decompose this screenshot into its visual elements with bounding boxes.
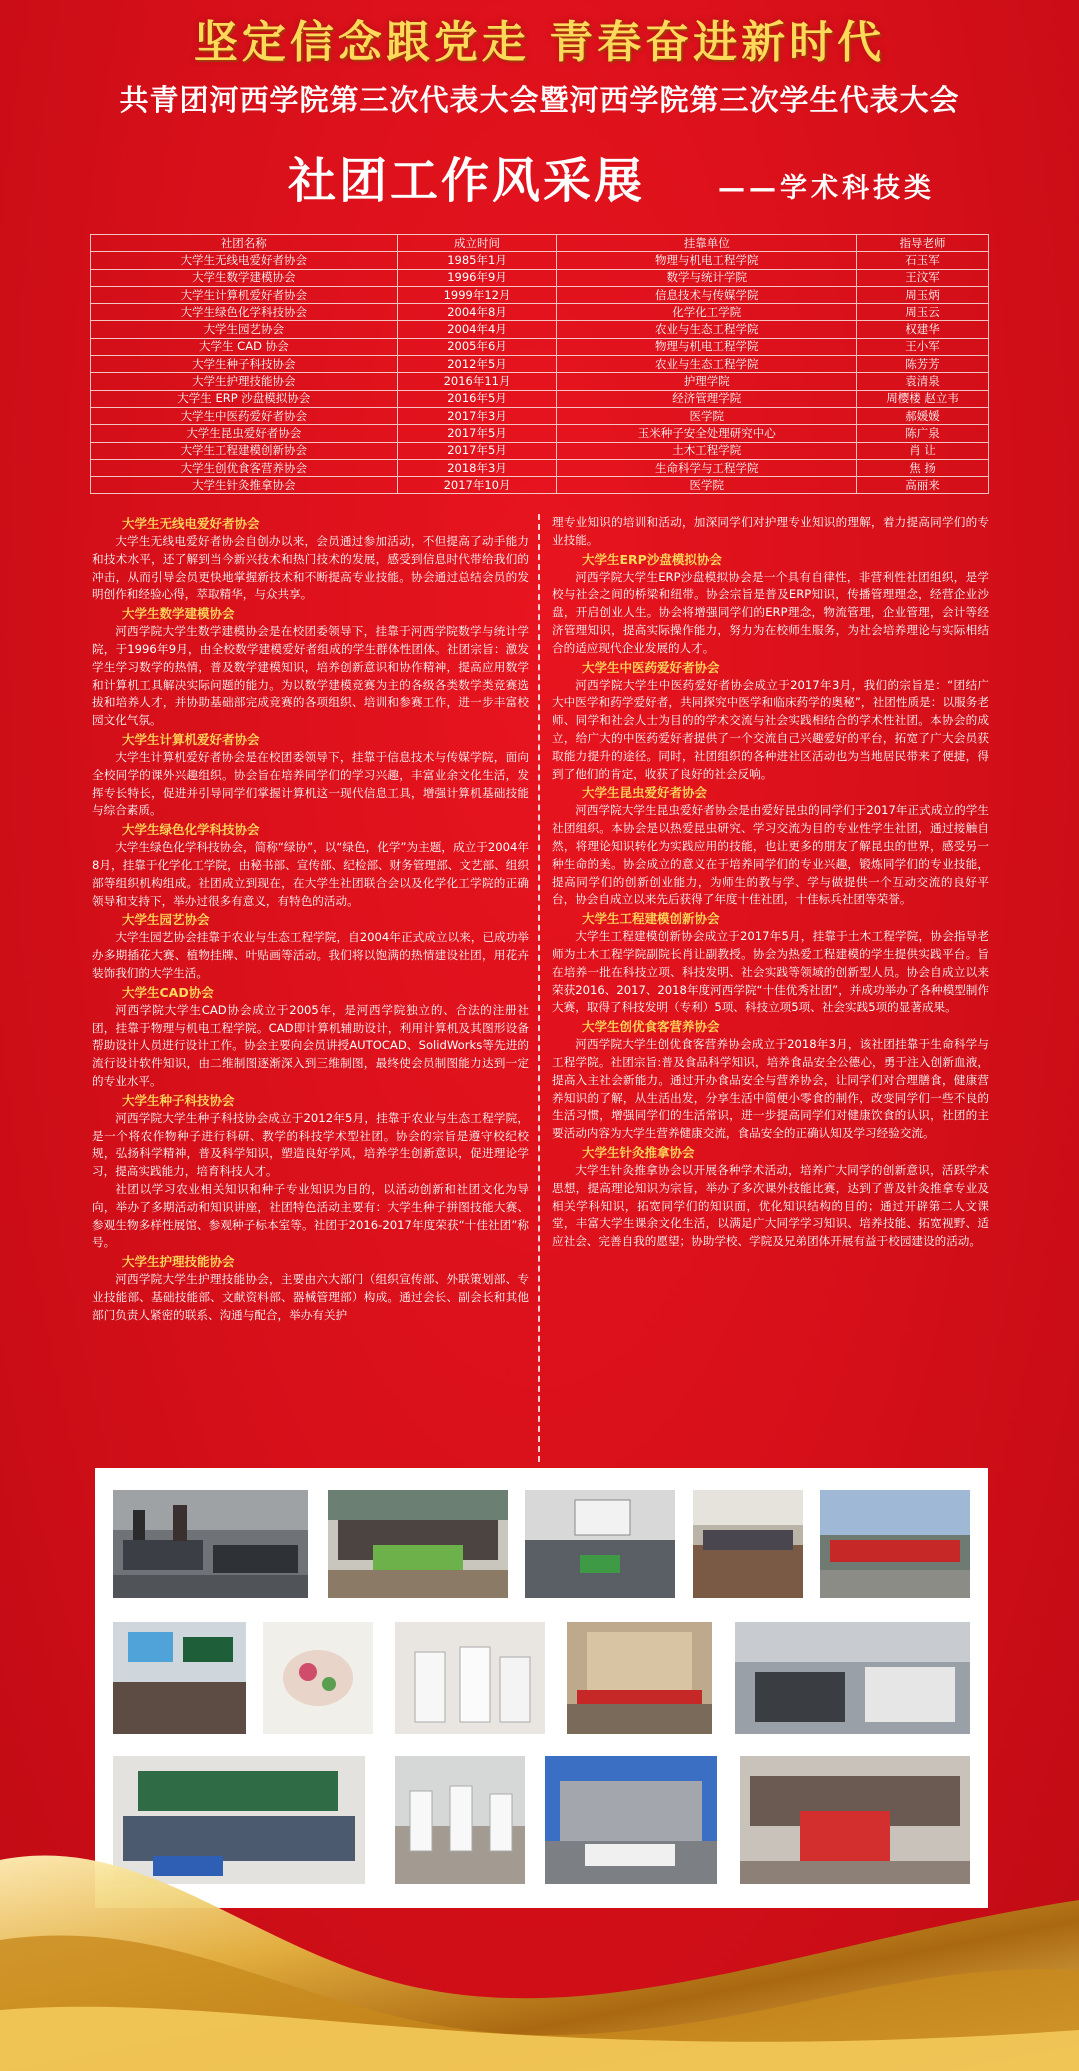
table-cell: 化学化工学院 — [557, 304, 857, 321]
section-paragraph: 社团以学习农业相关知识和种子专业知识为目的，以活动创新和社团文化为导向，举办了多期活动和知识讲座，社团特色活动主要有：大学生种子拼图技能大赛、参观生物多样性展馆、参观种子标本室等。社团于2016-2017年度荣获“十佳社团”称号。 — [92, 1181, 529, 1250]
table-cell: 大学生园艺协会 — [91, 321, 398, 338]
table-cell: 2016年5月 — [397, 390, 557, 407]
table-cell: 2012年5月 — [397, 356, 557, 373]
section-title: 大学生绿色化学科技协会 — [122, 822, 260, 838]
table-cell: 石玉军 — [857, 252, 989, 269]
gold-ribbon-decoration — [0, 1820, 1079, 2071]
table-cell: 农业与生态工程学院 — [557, 356, 857, 373]
table-row — [91, 356, 989, 373]
title-suffix: ——学术科技类 — [718, 173, 935, 204]
table-cell: 周玉云 — [857, 304, 989, 321]
table-cell: 郝媛媛 — [857, 407, 989, 424]
table-header-cell: 社团名称 — [91, 235, 398, 252]
section-title: 大学生昆虫爱好者协会 — [582, 785, 708, 801]
table-cell: 陈芳芳 — [857, 356, 989, 373]
table-cell: 2016年11月 — [397, 373, 557, 390]
table-cell: 医学院 — [557, 407, 857, 424]
column-divider — [538, 514, 540, 1462]
section-paragraph: 河西学院大学生护理技能协会，主要由六大部门（组织宣传部、外联策划部、专业技能部、基础技能部、文献资料部、器械管理部）构成。通过会长、副会长和其他部门负责人紧密的联系、沟通与配合，举办有关护 — [92, 1272, 529, 1322]
section-title: 大学生护理技能协会 — [122, 1254, 235, 1270]
section-paragraph: 河西学院大学生CAD协会成立于2005年，是河西学院独立的、合法的注册社团，挂靠于物理与机电工程学院。CAD即计算机辅助设计，利用计算机及其图形设备帮助设计人员进行设计工作。协会主要向会员讲授AUTOCAD、SolidWorks等先进的流行设计软件知识，由二维制图逐渐深入到三维制图，最终使会员制图能力达到一定的专业水平。 — [92, 1002, 529, 1088]
table-cell: 大学生种子科技协会 — [91, 356, 398, 373]
table-cell: 焦 扬 — [857, 459, 989, 476]
section-paragraph: 河西学院大学生数学建模协会是在校团委领导下，挂靠于河西学院数学与统计学院，于1996年9月，由全校数学建模爱好者组成的学生群体性团体。社团宗旨：激发学生学习数学的热情，普及数学建模知识，培养创新意识和协作精神，提高应用数学和计算机工具解决实际问题的能力。为以数学建模竞赛为主的各级各类数学类竞赛选拔和培养人才，并协助基础部完成竞赛的各项组织、培训和参赛工作，进一步丰富校园文化气氛。 — [92, 624, 529, 728]
table-cell: 2017年3月 — [397, 407, 557, 424]
section-title: 大学生数学建模协会 — [122, 606, 235, 622]
table-cell: 护理学院 — [557, 373, 857, 390]
section-paragraph: 大学生无线电爱好者协会自创办以来，会员通过参加活动，不但提高了动手能力和技术水平，还了解到当今新兴技术和热门技术的发展，感受到信息时代带给我们的冲击，从而引导会员更快地掌握新技术和不断提高专业技能。协会通过总结会员的发明创作和经验心得，萃取精华，与众共享。 — [92, 534, 529, 602]
table-cell: 2017年5月 — [397, 425, 557, 442]
table-cell: 大学生 CAD 协会 — [91, 338, 398, 355]
table-cell: 大学生数学建模协会 — [91, 269, 398, 286]
table-cell: 大学生昆虫爱好者协会 — [91, 425, 398, 442]
slogan: 坚定信念跟党走 青春奋进新时代 — [193, 17, 886, 68]
section-paragraph: 大学生园艺协会挂靠于农业与生态工程学院，自2004年正式成立以来，已成功举办多期插花大赛、植物挂牌、叶贴画等活动。我们将以饱满的热情建设社团，用花卉装饰我们的大学生活。 — [92, 930, 529, 980]
section-paragraph: 大学生绿色化学科技协会，简称“绿协”，以“绿色，化学”为主题，成立于2004年8月，挂靠于化学化工学院，由秘书部、宣传部、纪检部、财务管理部、文艺部、组织部等组织机构组成。社团成立到现在，在大学生社团联合会以及化学化工学院的正确领导和支持下，举办过很多有意义，有特色的活动。 — [92, 840, 529, 908]
section-paragraph: 河西学院大学生ERP沙盘模拟协会是一个具有自律性，非营利性社团组织，是学校与社会之间的桥梁和纽带。协会宗旨是普及ERP知识，传播管理理念，经营企业沙盘，开启创业人生。协会将增强同学们的ERP理念，物流管理，企业管理，会计等经济管理知识，提高实际操作能力，努力为在校师生服务，为社会培养理论与实际相结合的适应现代企业发展的人才。 — [552, 569, 989, 655]
table-cell: 2004年4月 — [397, 321, 557, 338]
table-cell: 大学生针灸推拿协会 — [91, 477, 398, 494]
table-cell: 土木工程学院 — [557, 442, 857, 459]
table-cell: 大学生无线电爱好者协会 — [91, 252, 398, 269]
section-paragraph: 大学生计算机爱好者协会是在校团委领导下，挂靠于信息技术与传媒学院，面向全校同学的课外兴趣组织。协会旨在培养同学们的学习兴趣，丰富业余文化生活，发挥专长特长，促进并引导同学们掌握计算机这一现代信息工具，增强计算机基础技能与综合素质。 — [92, 749, 529, 818]
table-cell: 信息技术与传媒学院 — [557, 286, 857, 303]
table-cell: 数学与统计学院 — [557, 269, 857, 286]
table-cell: 1996年9月 — [397, 269, 557, 286]
table-header-row — [91, 235, 989, 252]
table-row — [91, 390, 989, 407]
section-title: 大学生计算机爱好者协会 — [122, 731, 260, 747]
section-paragraph: 理专业知识的培训和活动，加深同学们对护理专业知识的理解，着力提高同学们的专业技能。 — [552, 515, 989, 547]
photo-building-group — [567, 1622, 712, 1734]
section-title: 大学生园艺协会 — [122, 912, 210, 928]
table-cell: 2018年3月 — [397, 459, 557, 476]
club-table — [90, 234, 989, 494]
table-row — [91, 304, 989, 321]
table-cell: 大学生 ERP 沙盘模拟协会 — [91, 390, 398, 407]
table-cell: 2017年5月 — [397, 442, 557, 459]
section-title: 大学生CAD协会 — [122, 984, 214, 1000]
table-row — [91, 321, 989, 338]
table-cell: 肖 让 — [857, 442, 989, 459]
table-header-cell: 成立时间 — [397, 235, 557, 252]
table-header-cell: 挂靠单位 — [557, 235, 857, 252]
table-cell: 经济管理学院 — [557, 390, 857, 407]
table-cell: 1985年1月 — [397, 252, 557, 269]
article-left-column — [92, 514, 529, 1324]
table-row — [91, 373, 989, 390]
table-cell: 1999年12月 — [397, 286, 557, 303]
table-cell: 医学院 — [557, 477, 857, 494]
page-title: 社团工作风采展 — [288, 153, 646, 209]
section-title: 大学生创优食客营养协会 — [582, 1019, 720, 1035]
table-cell: 大学生工程建模创新协会 — [91, 442, 398, 459]
section-title: 大学生中医药爱好者协会 — [582, 659, 720, 675]
table-cell: 2017年10月 — [397, 477, 557, 494]
table-cell: 权建华 — [857, 321, 989, 338]
photo-computer-lab — [113, 1490, 308, 1598]
table-cell: 周玉炳 — [857, 286, 989, 303]
table-row — [91, 407, 989, 424]
photo-group-banner-green — [328, 1490, 508, 1598]
table-cell: 2004年8月 — [397, 304, 557, 321]
table-cell: 袁清泉 — [857, 373, 989, 390]
section-paragraph: 河西学院大学生昆虫爱好者协会是由爱好昆虫的同学们于2017年正式成立的学生社团组织。本协会是以热爱昆虫研究、学习交流为目的专业性学生社团，通过接触自然，将理论知识转化为实践应用的技能，也让更多的朋友了解昆虫的世界，感受另一种生命的美。协会成立的意义在于培养同学们的专业兴趣，锻炼同学们的专业技能，提高同学们的创新创业能力，为师生的教与学、学与做提供一个互动交流的良好平台，协会自成立以来先后获得了年度十佳社团，十佳标兵社团等荣誉。 — [552, 803, 989, 907]
section-title: 大学生工程建模创新协会 — [582, 911, 720, 927]
section-paragraph: 河西学院大学生创优食客营养协会成立于2018年3月，该社团挂靠于生命科学与工程学院。社团宗旨:普及食品科学知识，培养食品安全公德心，勇于注入创新血液，提高入主社会新能力。通过开办食品安全与营养协会，让同学们对合理膳食，健康营养知识的了解，从生活出发，分享生活中简便小零食的制作，改变同学们一些不良的生活习惯，增强同学们的生活常识，进一步提高同学们对健康饮食的认识，社团的主要活动内容为大学生营养健康交流，食品安全的正确认知及学习经验交流。 — [552, 1037, 989, 1141]
section-paragraph: 河西学院大学生种子科技协会成立于2012年5月，挂靠于农业与生态工程学院，是一个将农作物种子进行科研、教学的科技学术型社团。协会的宗旨是遵守校纪校规，弘扬科学精神，普及科学知识，塑造良好学风，培养学生创新意识，促进理论学习，提高实践能力，培育科技人才。 — [92, 1110, 529, 1179]
table-cell: 物理与机电工程学院 — [557, 252, 857, 269]
photo-workshop — [735, 1622, 970, 1734]
subtitle: 共青团河西学院第三次代表大会暨河西学院第三次学生代表大会 — [119, 83, 960, 117]
table-body — [91, 252, 989, 494]
table-cell: 大学生中医药爱好者协会 — [91, 407, 398, 424]
section-title: 大学生ERP沙盘模拟协会 — [582, 551, 722, 567]
table-cell: 大学生计算机爱好者协会 — [91, 286, 398, 303]
section-paragraph: 大学生工程建模创新协会成立于2017年5月，挂靠于土木工程学院，协会指导老师为土木工程学院副院长肖让副教授。协会为热爱工程建模的学生提供实践平台。旨在培养一批在科技立项、科技发明、社会实践等领域的创新型人员。协会自成立以来荣获2016、2017、2018年度河西学院“十佳优秀社团”，并成功举办了各种模型制作大赛，取得了科技发明（专利）5项、科技立项5项、社会实践5项的显著成果。 — [552, 929, 989, 1015]
table-row — [91, 338, 989, 355]
table-cell: 周樱楼 赵立韦 — [857, 390, 989, 407]
photo-lab-training — [395, 1622, 545, 1734]
section-paragraph: 大学生针灸推拿协会以开展各种学术活动，培养广大同学的创新意识，活跃学术思想，提高理论知识为宗旨，举办了多次课外技能比赛，达到了普及针灸推拿专业及相关学科知识，拓宽同学们的知识面，优化知识结构的目的；通过开辟第二人文课堂，丰富大学生课余文化生活，以满足广大同学学习知识、培养技能、拓宽视野、适应社会、完善自我的愿望；协助学校、学院及兄弟团体开展有益于校园建设的活动。 — [552, 1162, 989, 1249]
section-title: 大学生种子科技协会 — [122, 1092, 235, 1108]
photo-outdoor-group — [820, 1490, 970, 1598]
table-cell: 陈广泉 — [857, 425, 989, 442]
table-cell: 王汶军 — [857, 269, 989, 286]
photo-lecture-room — [113, 1622, 246, 1734]
photo-presentation-hall — [525, 1490, 675, 1598]
table-row — [91, 425, 989, 442]
photo-classroom-meeting — [693, 1490, 803, 1598]
table-row — [91, 269, 989, 286]
photo-crafts — [263, 1622, 373, 1734]
table-cell: 农业与生态工程学院 — [557, 321, 857, 338]
table-cell: 玉米种子安全处理研究中心 — [557, 425, 857, 442]
table-cell: 王小军 — [857, 338, 989, 355]
table-row — [91, 442, 989, 459]
table-row — [91, 477, 989, 494]
table-header-cell: 指导老师 — [857, 235, 989, 252]
table-cell: 大学生护理技能协会 — [91, 373, 398, 390]
table-cell: 生命科学与工程学院 — [557, 459, 857, 476]
table-row — [91, 252, 989, 269]
article-right-column — [552, 514, 989, 1251]
table-cell: 高丽来 — [857, 477, 989, 494]
table-row — [91, 459, 989, 476]
table-cell: 大学生创优食客营养协会 — [91, 459, 398, 476]
section-paragraph: 河西学院大学生中医药爱好者协会成立于2017年3月，我们的宗旨是：“团结广大中医学和药学爱好者，共同探究中医学和临床药学的奥秘”，社团性质是：以服务老师、同学和社会人士为目的的学术交流与社会实践相结合的学术性社团。本协会的成立，给广大的中医药爱好者提供了一个交流自己兴趣爱好的平台，拓宽了广大会员获取能力提升的途径。同时，社团组织的各种进社区活动也为当地居民带来了便捷，得到了他们的肯定，收获了良好的社会反响。 — [552, 677, 989, 781]
table-row — [91, 286, 989, 303]
section-title: 大学生针灸推拿协会 — [582, 1144, 695, 1160]
section-title: 大学生无线电爱好者协会 — [122, 516, 260, 531]
table-cell: 2005年6月 — [397, 338, 557, 355]
table-cell: 大学生绿色化学科技协会 — [91, 304, 398, 321]
table-cell: 物理与机电工程学院 — [557, 338, 857, 355]
